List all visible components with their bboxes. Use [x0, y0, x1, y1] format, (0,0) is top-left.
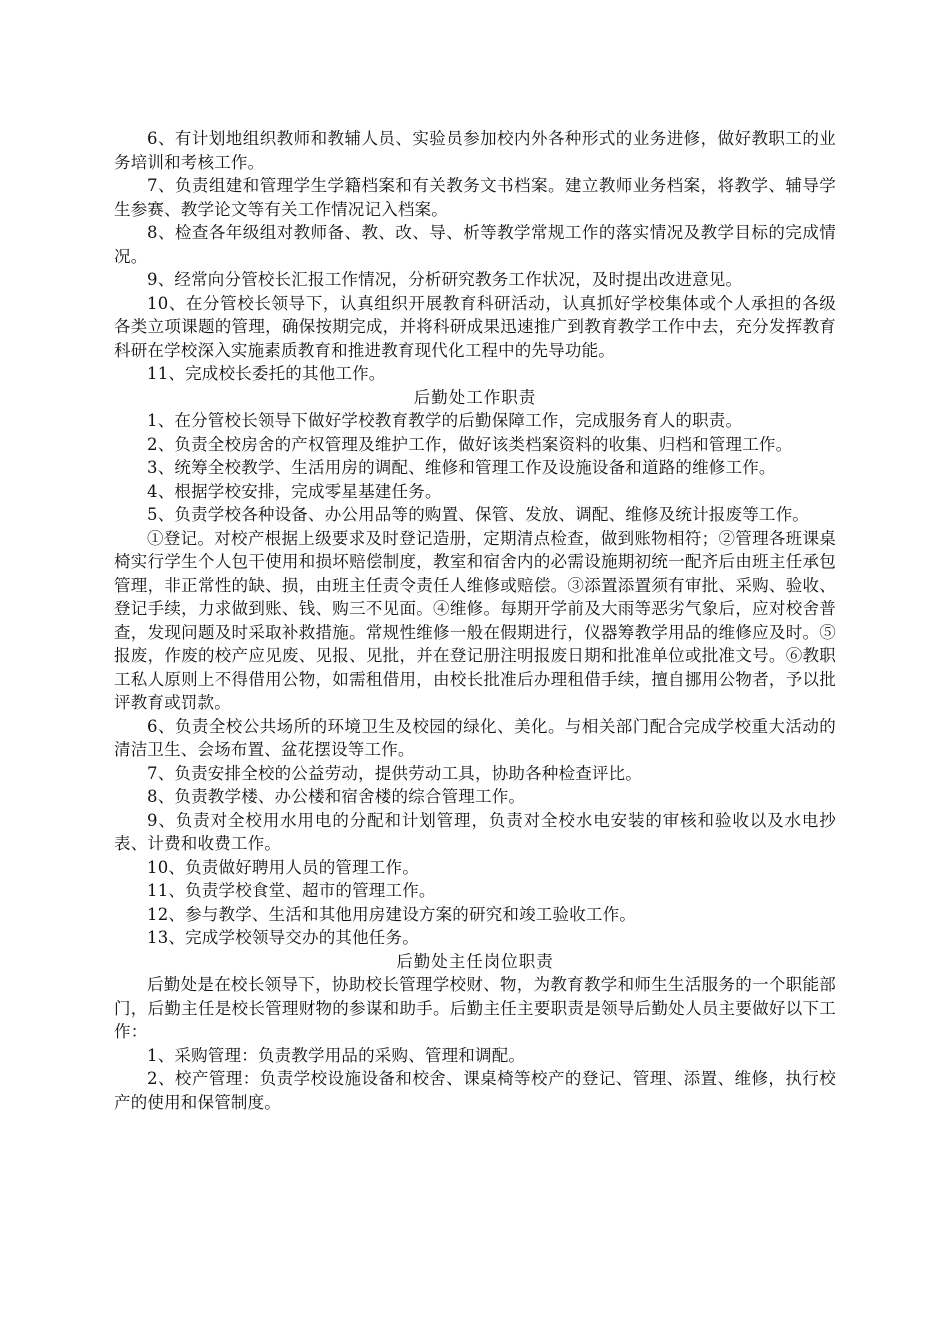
- logistics-item-5: 5、负责学校各种设备、办公用品等的购置、保管、发放、调配、维修及统计报废等工作。: [147, 505, 809, 524]
- paragraph-11: 11、完成校长委托的其他工作。: [147, 364, 386, 383]
- logistics-item-3: 3、统筹全校教学、生活用房的调配、维修和管理工作及设施设备和道路的维修工作。: [147, 458, 776, 477]
- logistics-item-12: 12、参与教学、生活和其他用房建设方案的研究和竣工验收工作。: [147, 904, 636, 924]
- logistics-item-9: 9、负责对全校用水用电的分配和计划管理，负责对全校水电安装的审核和验收以及水电抄表、计费和收费工作。: [114, 810, 836, 853]
- director-item-1: 1、采购管理：负责教学用品的采购、管理和调配。: [147, 1045, 526, 1065]
- logistics-item-13: 13、完成学校领导交办的其他任务。: [147, 928, 419, 947]
- paragraph-6: 6、有计划地组织教师和教辅人员、实验员参加校内外各种形式的业务进修，做好教职工的业务培训和考核工作。: [114, 129, 836, 172]
- logistics-item-7: 7、负责安排全校的公益劳动，提供劳动工具，协助各种检查评比。: [147, 763, 642, 783]
- logistics-item-10: 10、负责做好聘用人员的管理工作。: [147, 857, 419, 877]
- paragraph-10: 10、在分管校长领导下，认真组织开展教育科研活动，认真抓好学校集体或个人承担的各级各类立项课题的管理，确保按期完成，并将科研成果迅速推广到教育教学工作中去，充分发挥教育科研在学校深入实施素质教育和推进教育现代化工程中的先导功能。: [114, 293, 836, 360]
- logistics-item-2: 2、负责全校房舍的产权管理及维护工作，做好该类档案资料的收集、归档和管理工作。: [147, 434, 793, 454]
- logistics-item-1: 1、在分管校长领导下做好学校教育教学的后勤保障工作，完成服务育人的职责。: [147, 411, 743, 430]
- director-item-2: 2、校产管理：负责学校设施设备和校舍、课桌椅等校产的登记、管理、添置、维修，执行校产的使用和保管制度。: [114, 1069, 836, 1112]
- paragraph-8: 8、检查各年级组对教师备、教、改、导、析等教学常规工作的落实情况及教学目标的完成情况。: [114, 223, 836, 266]
- logistics-item-6: 6、负责全校公共场所的环境卫生及校园的绿化、美化。与相关部门配合完成学校重大活动的清洁卫生、会场布置、盆花摆设等工作。: [114, 716, 836, 759]
- section-heading-logistics-director: 后勤处主任岗位职责: [396, 951, 554, 971]
- logistics-item-4: 4、根据学校安排，完成零星基建任务。: [147, 481, 442, 501]
- logistics-item-8: 8、负责教学楼、办公楼和宿舍楼的综合管理工作。: [147, 787, 526, 806]
- document-page: [114, 127, 836, 1114]
- director-intro: 后勤处是在校长领导下，协助校长管理学校财、物，为教育教学和师生生活服务的一个职能部门，后勤主任是校长管理财物的参谋和助手。后勤主任主要职责是领导后勤处人员主要做好以下工作：: [114, 975, 836, 1041]
- logistics-item-5-details: ①登记。对校产根据上级要求及时登记造册，定期清点检查，做到账物相符；②管理各班课桌椅实行学生个人包干使用和损坏赔偿制度，教室和宿舍内的必需设施期初统一配齐后由班主任承包管理，非正常性的缺、损，由班主任责令责任人维修或赔偿。③添置添置须有审批、采购、验收、登记手续，力求做到账、钱、购三不见面。④维修。每期开学前及大雨等恶劣气象后，应对校舍普查，发现问题及时采取补救措施。常规性维修一般在假期进行，仪器筹教学用品的维修应及时。⑤报废，作废的校产应见废、见报、见批，并在登记册注明报废日期和批准单位或批准文号。⑥教职工私人原则上不得借用公物，如需租借用，由校长批准后办理租借手续，擅自挪用公物者，予以批评教育或罚款。: [114, 528, 836, 712]
- paragraph-9: 9、经常向分管校长汇报工作情况，分析研究教务工作状况，及时提出改进意见。: [147, 270, 743, 289]
- section-heading-logistics-duties: 后勤处工作职责: [413, 387, 537, 407]
- paragraph-7: 7、负责组建和管理学生学籍档案和有关教务文书档案。建立教师业务档案，将教学、辅导学生参赛、教学论文等有关工作情况记入档案。: [114, 176, 836, 219]
- logistics-item-11: 11、负责学校食堂、超市的管理工作。: [147, 881, 436, 900]
